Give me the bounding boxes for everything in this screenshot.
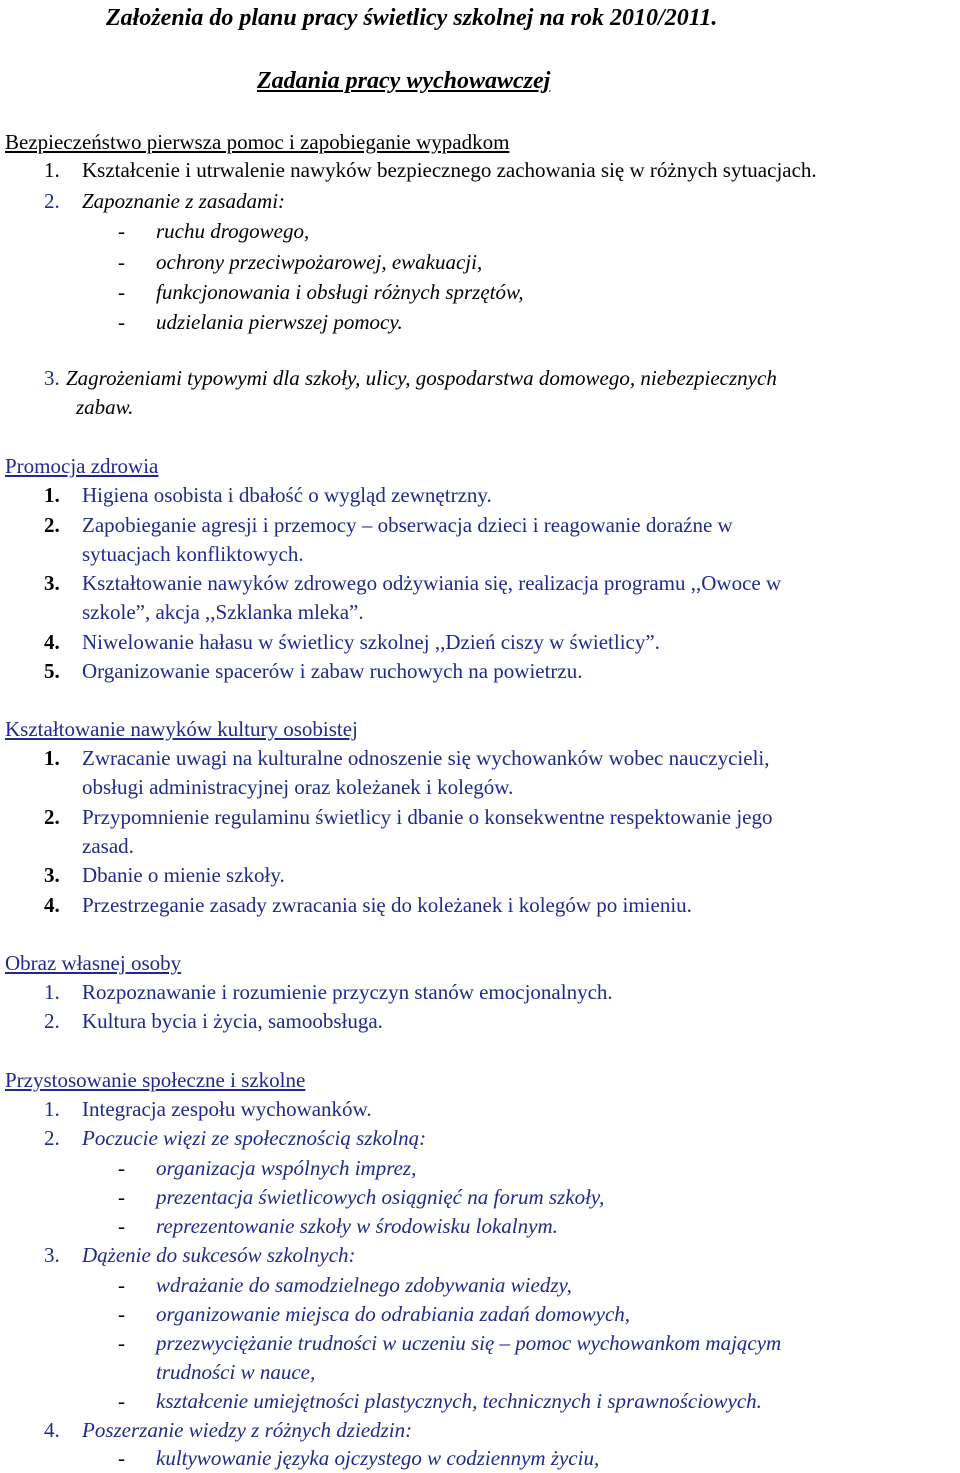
dash-bullet: - bbox=[118, 280, 125, 304]
section-heading-self-image: Obraz własnej osoby bbox=[5, 951, 182, 975]
list-item: Integracja zespołu wychowanków. bbox=[82, 1097, 372, 1121]
list-number: 1. bbox=[44, 483, 60, 507]
section-heading-safety: Bezpieczeństwo pierwsza pomoc i zapobieganie wypadkom bbox=[5, 130, 510, 154]
list-number: 3. bbox=[44, 571, 60, 595]
list-item: Dążenie do sukcesów szkolnych: bbox=[82, 1243, 356, 1267]
list-item: Rozpoznawanie i rozumienie przyczyn stanów emocjonalnych. bbox=[82, 980, 613, 1004]
list-number: 3. bbox=[44, 863, 60, 887]
list-number: 1. bbox=[44, 746, 60, 770]
list-item-continuation: szkole”, akcja ,,Szklanka mleka”. bbox=[82, 600, 364, 624]
section-heading-health: Promocja zdrowia bbox=[5, 454, 159, 478]
list-number: 5. bbox=[44, 659, 60, 683]
sub-item: kultywowanie języka ojczystego w codziennym życiu, bbox=[156, 1446, 600, 1470]
list-item: Poszerzanie wiedzy z różnych dziedzin: bbox=[82, 1418, 413, 1442]
sub-item: organizowanie miejsca do odrabiania zadań domowych, bbox=[156, 1302, 631, 1326]
sub-item: przezwyciężanie trudności w uczeniu się – pomoc wychowankom mającym bbox=[156, 1331, 782, 1355]
list-item: Dbanie o mienie szkoły. bbox=[82, 863, 285, 887]
list-item: Kształtowanie nawyków zdrowego odżywiania się, realizacja programu ,,Owoce w bbox=[82, 571, 782, 595]
list-item: Przypomnienie regulaminu świetlicy i dbanie o konsekwentne respektowanie jego bbox=[82, 805, 773, 829]
dash-bullet: - bbox=[118, 219, 125, 243]
sub-item: funkcjonowania i obsługi różnych sprzętów, bbox=[156, 280, 524, 304]
list-number: 3. bbox=[44, 366, 60, 390]
sub-item: reprezentowanie szkoły w środowisku lokalnym. bbox=[156, 1214, 558, 1238]
list-number: 1. bbox=[44, 158, 60, 182]
dash-bullet: - bbox=[118, 1331, 125, 1355]
list-number: 2. bbox=[44, 805, 60, 829]
list-item: Kultura bycia i życia, samoobsługa. bbox=[82, 1009, 383, 1033]
sub-item: wdrażanie do samodzielnego zdobywania wiedzy, bbox=[156, 1273, 572, 1297]
page-title: Założenia do planu pracy świetlicy szkolnej na rok 2010/2011. bbox=[106, 5, 718, 31]
section-heading-culture: Kształtowanie nawyków kultury osobistej bbox=[5, 717, 358, 741]
list-number: 2. bbox=[44, 513, 60, 537]
list-number: 1. bbox=[44, 1097, 60, 1121]
list-number: 3. bbox=[44, 1243, 60, 1267]
dash-bullet: - bbox=[118, 1156, 125, 1180]
list-item-continuation: zabaw. bbox=[76, 395, 134, 419]
sub-item: prezentacja świetlicowych osiągnięć na forum szkoły, bbox=[156, 1185, 605, 1209]
list-number: 2. bbox=[44, 189, 60, 213]
list-item: Niwelowanie hałasu w świetlicy szkolnej ,,Dzień ciszy w świetlicy”. bbox=[82, 630, 660, 654]
list-item: Higiena osobista i dbałość o wygląd zewnętrzny. bbox=[82, 483, 492, 507]
list-number: 4. bbox=[44, 630, 60, 654]
list-number: 4. bbox=[44, 1418, 60, 1442]
dash-bullet: - bbox=[118, 1185, 125, 1209]
list-item: Poczucie więzi ze społecznością szkolną: bbox=[82, 1126, 427, 1150]
list-item: Organizowanie spacerów i zabaw ruchowych na powietrzu. bbox=[82, 659, 583, 683]
dash-bullet: - bbox=[118, 1273, 125, 1297]
dash-bullet: - bbox=[118, 1302, 125, 1326]
dash-bullet: - bbox=[118, 1446, 125, 1470]
list-number: 4. bbox=[44, 893, 60, 917]
dash-bullet: - bbox=[118, 250, 125, 274]
sub-item: kształcenie umiejętności plastycznych, technicznych i sprawnościowych. bbox=[156, 1389, 762, 1413]
list-number: 1. bbox=[44, 980, 60, 1004]
dash-bullet: - bbox=[118, 310, 125, 334]
page-subtitle: Zadania pracy wychowawczej bbox=[257, 68, 551, 94]
list-item: Zapoznanie z zasadami: bbox=[82, 189, 286, 213]
list-item: Zagrożeniami typowymi dla szkoły, ulicy, gospodarstwa domowego, niebezpiecznych bbox=[66, 366, 777, 390]
list-number: 2. bbox=[44, 1126, 60, 1150]
dash-bullet: - bbox=[118, 1214, 125, 1238]
sub-item: udzielania pierwszej pomocy. bbox=[156, 310, 403, 334]
dash-bullet: - bbox=[118, 1389, 125, 1413]
list-item: Przestrzeganie zasady zwracania się do koleżanek i kolegów po imieniu. bbox=[82, 893, 692, 917]
sub-item: ruchu drogowego, bbox=[156, 219, 310, 243]
list-number: 2. bbox=[44, 1009, 60, 1033]
sub-item-continuation: trudności w nauce, bbox=[156, 1360, 316, 1384]
list-item: Zapobieganie agresji i przemocy – obserwacja dzieci i reagowanie doraźne w bbox=[82, 513, 733, 537]
list-item-continuation: obsługi administracyjnej oraz koleżanek i kolegów. bbox=[82, 775, 514, 799]
sub-item: organizacja wspólnych imprez, bbox=[156, 1156, 417, 1180]
list-item: Zwracanie uwagi na kulturalne odnoszenie się wychowanków wobec nauczycieli, bbox=[82, 746, 770, 770]
sub-item: ochrony przeciwpożarowej, ewakuacji, bbox=[156, 250, 483, 274]
section-heading-social: Przystosowanie społeczne i szkolne bbox=[5, 1068, 306, 1092]
list-item: Kształcenie i utrwalenie nawyków bezpiecznego zachowania się w różnych sytuacjach. bbox=[82, 158, 817, 182]
list-item-continuation: sytuacjach konfliktowych. bbox=[82, 542, 304, 566]
list-item-continuation: zasad. bbox=[82, 834, 134, 858]
